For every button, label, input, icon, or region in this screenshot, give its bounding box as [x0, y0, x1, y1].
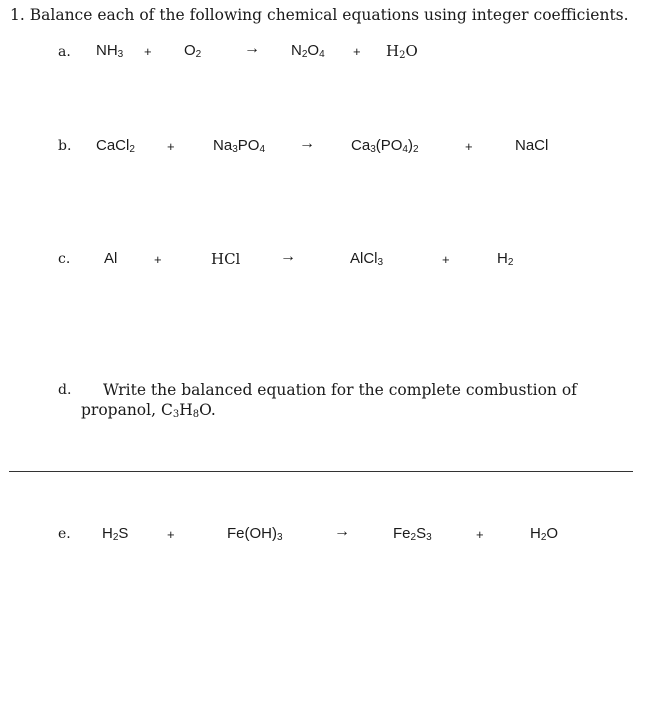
question-header	[10, 6, 629, 24]
reactant-1: $H_2S$	[102, 525, 129, 543]
plus-sign: +	[442, 252, 450, 267]
reaction-arrow: →	[299, 135, 315, 152]
product-1: $Ca_3(PO_4)_2$	[351, 137, 419, 155]
reactant-1: $NH_3$	[96, 42, 124, 60]
question-number: 1.	[10, 6, 25, 24]
plus-sign: +	[465, 139, 473, 154]
reaction-arrow: →	[244, 40, 260, 57]
product-2: $H_2O$	[530, 525, 559, 543]
part-letter-a: a.	[58, 44, 71, 60]
reaction-arrow: →	[280, 248, 296, 265]
reactant-2: HCl	[211, 250, 241, 268]
propanol-formula: $C_3H_8O$.	[160, 401, 216, 420]
part-letter-b: b.	[58, 138, 72, 154]
plus-sign: +	[353, 44, 361, 59]
plus-sign: +	[476, 527, 484, 542]
part-letter-c: c.	[58, 251, 71, 267]
part-letter-d: d.	[58, 382, 72, 398]
product-1: $N_2O_4$	[291, 42, 325, 60]
plus-sign: +	[167, 139, 175, 154]
reaction-arrow: →	[334, 523, 350, 540]
question-text: Balance each of the following chemical equations using integer coefficients.	[29, 6, 629, 24]
product-2: $H_2$	[497, 250, 514, 268]
reactant-2: $Fe(OH)_3$	[227, 525, 283, 543]
reactant-1: CaCl$_2$	[96, 137, 135, 155]
product-2: NaCl	[515, 137, 549, 154]
prompt-line-2: propanol, $C_3H_8O$.	[81, 401, 216, 420]
product-1: AlCl$_3$	[350, 250, 384, 268]
reactant-1: Al	[104, 250, 118, 267]
part-letter-e: e.	[58, 526, 71, 542]
reactant-2: $Na_3PO_4$	[213, 137, 265, 155]
answer-line	[9, 471, 633, 472]
plus-sign: +	[154, 252, 162, 267]
plus-sign: +	[144, 44, 152, 59]
product-1: $Fe_2S_3$	[393, 525, 432, 543]
prompt-line-1: Write the balanced equation for the complete combustion of	[103, 381, 577, 399]
product-2: $H_2O$	[386, 42, 418, 61]
plus-sign: +	[167, 527, 175, 542]
reactant-2: $O_2$	[184, 42, 202, 60]
